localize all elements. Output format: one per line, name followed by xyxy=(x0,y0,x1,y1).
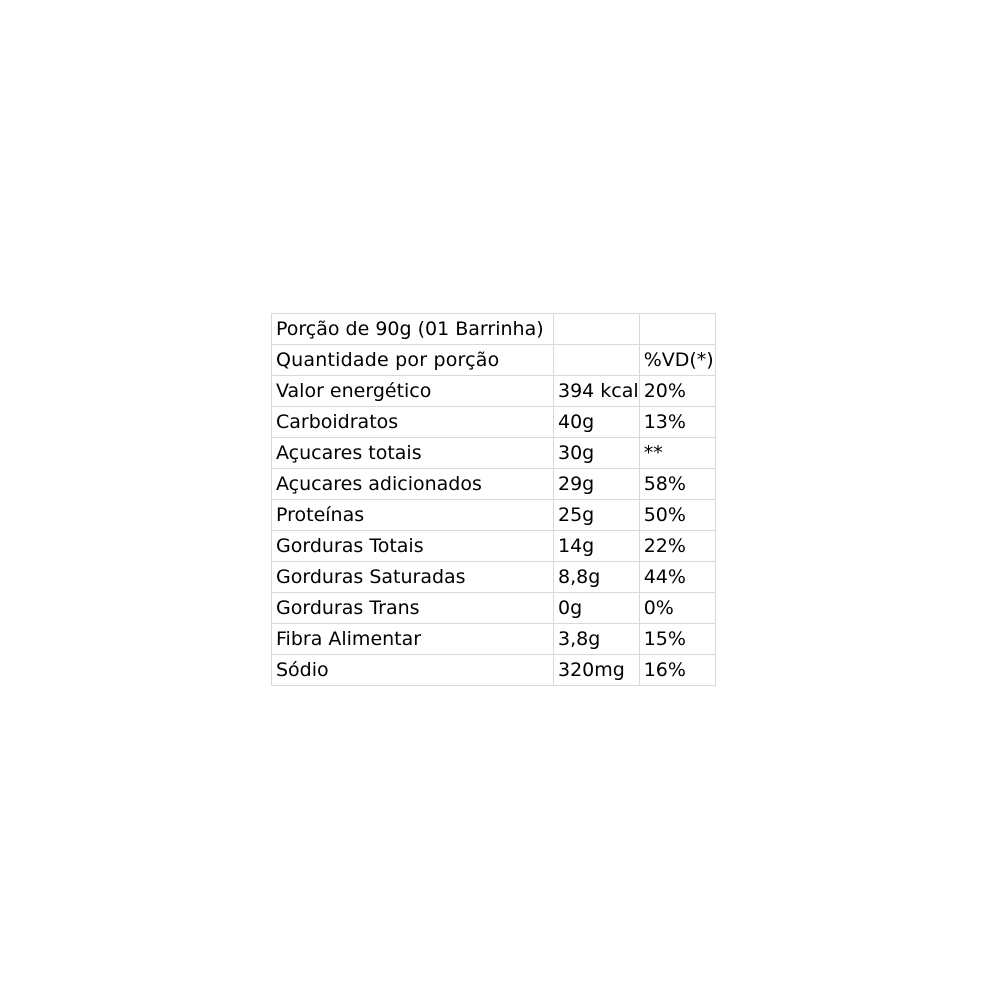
column-header-row xyxy=(272,345,716,376)
table-row xyxy=(272,376,716,407)
table-row xyxy=(272,531,716,562)
nutrient-name[interactable]: Gorduras Saturadas xyxy=(272,562,554,593)
nutrient-daily-value[interactable]: 15% xyxy=(639,624,715,655)
nutrient-amount[interactable]: 320mg xyxy=(554,655,640,686)
nutrient-amount[interactable]: 25g xyxy=(554,500,640,531)
nutrient-amount[interactable]: 30g xyxy=(554,438,640,469)
nutrition-facts-table xyxy=(271,313,716,686)
nutrient-daily-value[interactable]: 20% xyxy=(639,376,715,407)
table-row xyxy=(272,562,716,593)
nutrient-daily-value[interactable]: 44% xyxy=(639,562,715,593)
quantity-per-serving-header[interactable]: Quantidade por porção xyxy=(272,345,554,376)
nutrient-name[interactable]: Fibra Alimentar xyxy=(272,624,554,655)
daily-value-header[interactable]: %VD(*) xyxy=(639,345,715,376)
nutrient-amount[interactable]: 0g xyxy=(554,593,640,624)
nutrient-amount[interactable]: 40g xyxy=(554,407,640,438)
nutrient-name[interactable]: Valor energético xyxy=(272,376,554,407)
nutrient-daily-value[interactable]: 22% xyxy=(639,531,715,562)
serving-size-amount-cell[interactable] xyxy=(554,314,640,345)
amount-header-cell[interactable] xyxy=(554,345,640,376)
nutrient-name[interactable]: Sódio xyxy=(272,655,554,686)
nutrient-daily-value[interactable]: 16% xyxy=(639,655,715,686)
nutrient-daily-value[interactable]: 58% xyxy=(639,469,715,500)
nutrient-name[interactable]: Açucares adicionados xyxy=(272,469,554,500)
nutrient-daily-value[interactable]: 50% xyxy=(639,500,715,531)
nutrient-name[interactable]: Proteínas xyxy=(272,500,554,531)
table-row xyxy=(272,500,716,531)
nutrient-amount[interactable]: 14g xyxy=(554,531,640,562)
nutrient-amount[interactable]: 29g xyxy=(554,469,640,500)
nutrition-table-body xyxy=(272,314,716,686)
nutrient-amount[interactable]: 394 kcal xyxy=(554,376,640,407)
serving-size-row xyxy=(272,314,716,345)
nutrient-name[interactable]: Carboidratos xyxy=(272,407,554,438)
table-row xyxy=(272,655,716,686)
nutrient-daily-value[interactable]: 0% xyxy=(639,593,715,624)
serving-size-label[interactable]: Porção de 90g (01 Barrinha) xyxy=(272,314,554,345)
nutrient-name[interactable]: Gorduras Trans xyxy=(272,593,554,624)
nutrient-daily-value[interactable]: 13% xyxy=(639,407,715,438)
table-row xyxy=(272,593,716,624)
table-row xyxy=(272,407,716,438)
table-row xyxy=(272,624,716,655)
nutrient-amount[interactable]: 3,8g xyxy=(554,624,640,655)
serving-size-vd-cell[interactable] xyxy=(639,314,715,345)
table-row xyxy=(272,469,716,500)
nutrient-amount[interactable]: 8,8g xyxy=(554,562,640,593)
nutrient-daily-value[interactable]: ** xyxy=(639,438,715,469)
nutrient-name[interactable]: Açucares totais xyxy=(272,438,554,469)
table-row xyxy=(272,438,716,469)
nutrient-name[interactable]: Gorduras Totais xyxy=(272,531,554,562)
